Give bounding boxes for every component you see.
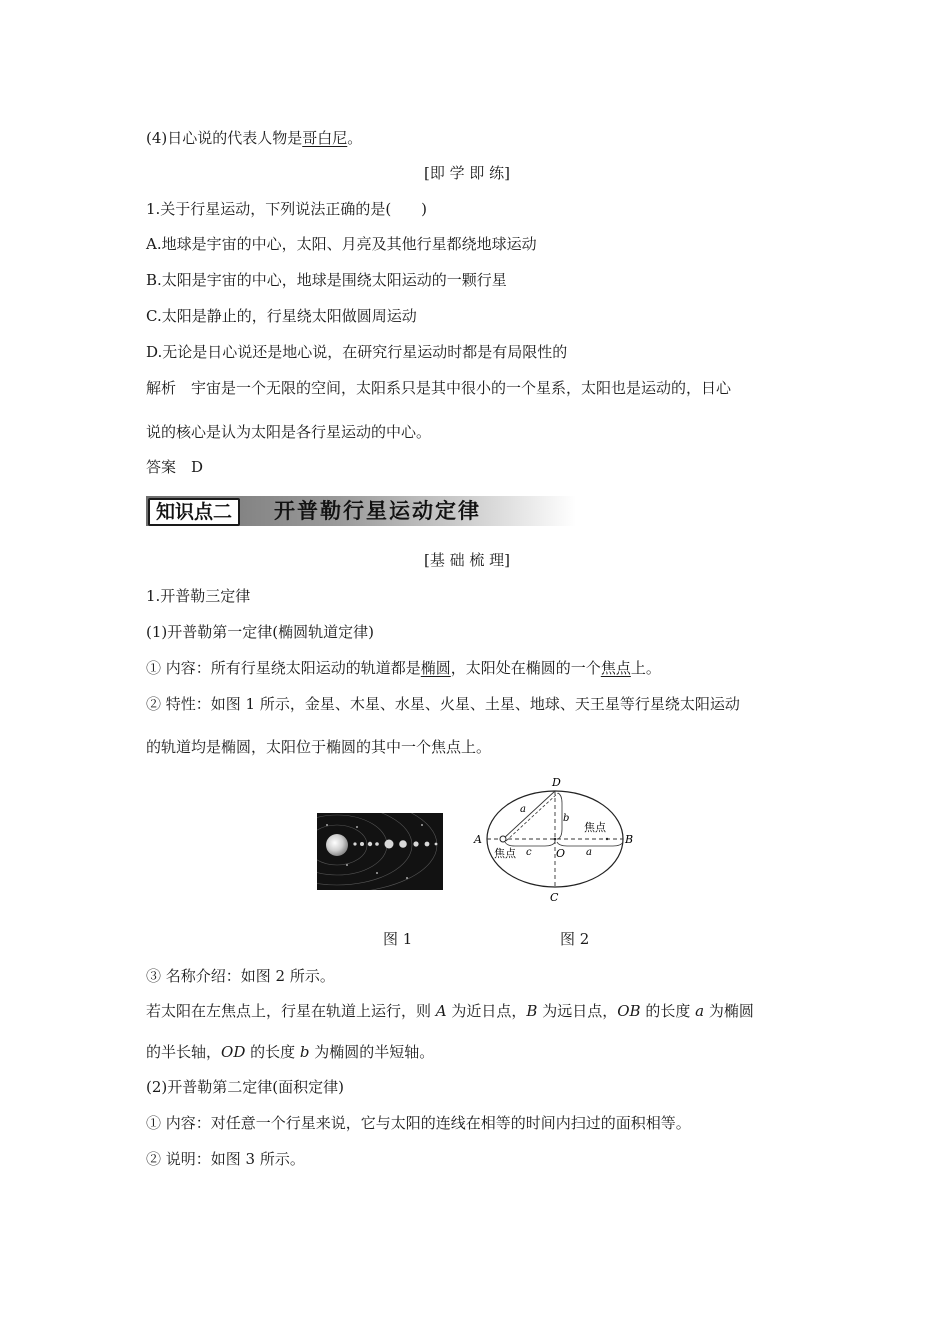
label-a-point: A [474, 833, 482, 846]
label-c-point: C [550, 891, 559, 904]
label-focus-right: 焦点 [584, 821, 606, 834]
option-c: C.太阳是静止的，行星绕太阳做圆周运动 [146, 307, 417, 325]
ellipse-diagram-svg [470, 773, 640, 905]
naming-intro: ③ 名称介绍：如图 2 所示。 [146, 967, 335, 985]
banner-label: 知识点二 [148, 498, 240, 526]
label-a-2: a [586, 847, 592, 858]
label-b-point: B [625, 833, 634, 846]
law-title: 1.开普勒三定律 [146, 587, 251, 605]
option-a: A.地球是宇宙的中心，太阳、月亮及其他行星都绕地球运动 [146, 235, 537, 253]
law2-title: (2)开普勒第二定律(面积定律) [146, 1078, 344, 1096]
law1-content: ① 内容：所有行星绕太阳运动的轨道都是椭圆，太阳处在椭圆的一个焦点上。 [146, 659, 661, 677]
option-b: B.太阳是宇宙的中心，地球是围绕太阳运动的一颗行星 [146, 271, 507, 289]
label-b: b [563, 813, 570, 824]
question-1: 1.关于行星运动，下列说法正确的是( ) [146, 200, 428, 218]
naming-line-2: 的半长轴，OD 的长度 b 为椭圆的半短轴。 [146, 1043, 435, 1061]
practice-heading: [即 学 即 练] [424, 164, 511, 182]
law1-feature-line-2: 的轨道均是椭圆，太阳位于椭圆的其中一个焦点上。 [146, 738, 492, 756]
solar-system-image [317, 813, 443, 890]
figure-1-caption: 图 1 [383, 930, 413, 948]
label-a-1: a [520, 804, 526, 815]
analysis-line-2: 说的核心是认为太阳是各行星运动的中心。 [146, 423, 432, 441]
label-focus-left: 焦点 [494, 847, 516, 860]
solar-system-illustration [317, 813, 443, 890]
basics-heading: [基 础 梳 理] [424, 551, 511, 569]
analysis-line-1: 解析 宇宙是一个无限的空间，太阳系只是其中很小的一个星系，太阳也是运动的，日心 [146, 379, 732, 397]
item-4-answer: 哥白尼 [302, 129, 348, 147]
ellipse-diagram [470, 773, 640, 905]
item-4: (4)日心说的代表人物是哥白尼。 [146, 129, 363, 147]
law2-note: ② 说明：如图 3 所示。 [146, 1150, 305, 1168]
answer: 答案 D [146, 458, 204, 476]
figure-2-caption: 图 2 [560, 930, 590, 948]
label-o: O [556, 847, 566, 860]
law1-title: (1)开普勒第一定律(椭圆轨道定律) [146, 623, 374, 641]
law2-content: ① 内容：对任意一个行星来说，它与太阳的连线在相等的时间内扫过的面积相等。 [146, 1114, 691, 1132]
label-c: c [526, 847, 532, 858]
naming-line-1: 若太阳在左焦点上，行星在轨道上运行，则 A 为近日点，B 为远日点，OB 的长度 a 为椭圆 [146, 1002, 754, 1020]
section-banner [146, 496, 576, 526]
option-d: D.无论是日心说还是地心说，在研究行星运动时都是有局限性的 [146, 343, 568, 361]
banner-title: 开普勒行星运动定律 [274, 499, 481, 523]
law1-feature-line-1: ② 特性：如图 1 所示，金星、木星、水星、火星、土星、地球、天王星等行星绕太阳运动 [146, 695, 740, 713]
label-d: D [552, 776, 561, 789]
